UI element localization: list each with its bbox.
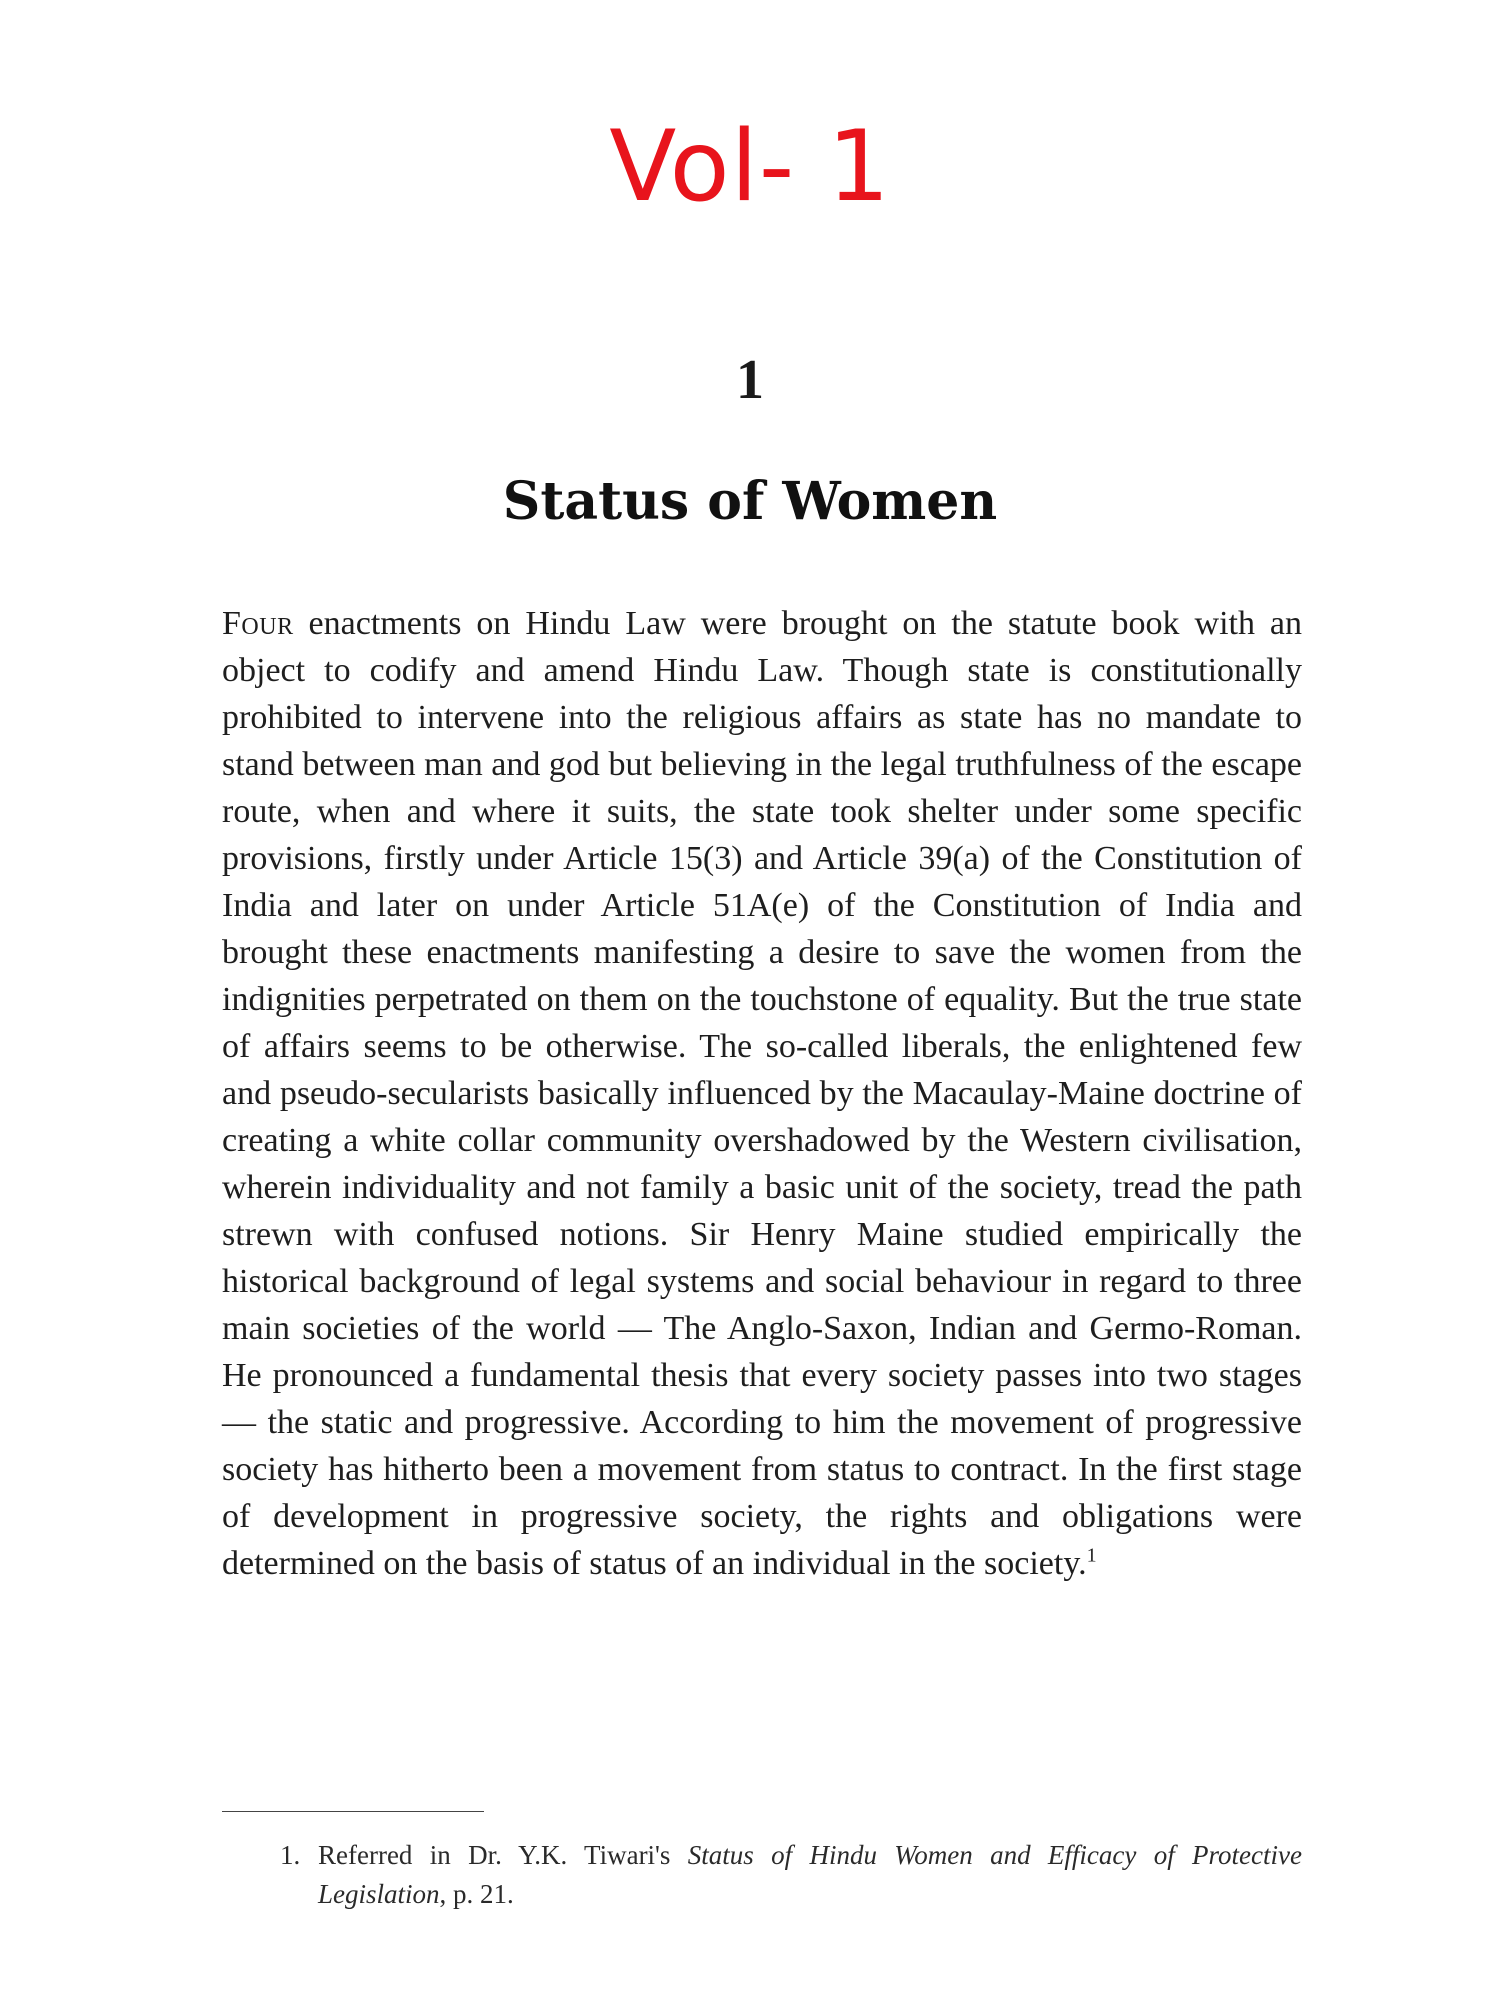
footnote-suffix: , p. 21. bbox=[439, 1879, 514, 1909]
chapter-title: Status of Women bbox=[502, 471, 998, 532]
volume-label: Vol- 1 bbox=[609, 110, 891, 224]
body-paragraph bbox=[222, 600, 1302, 1587]
footnote-book-title: Status of Hindu Women and Efficacy of Protective Legislation bbox=[318, 1840, 1302, 1909]
footnote bbox=[280, 1836, 1302, 1914]
footnote-divider bbox=[222, 1811, 484, 1812]
footnote-prefix: Referred in Dr. Y.K. Tiwari's bbox=[318, 1840, 688, 1870]
footnote-number: 1. bbox=[280, 1840, 301, 1870]
chapter-number: 1 bbox=[736, 349, 764, 411]
paragraph-text: enactments on Hindu Law were brought on the statute book with an object to codify and amend Hindu Law. Though state is constitutionally prohibited to intervene into the religious affairs as state has no mandate to stand between man and god but believing in the legal truthfulness of the escape route, when and where it suits, the state took shelter under some specific provisions, firstly under Article 15(3) and Article 39(a) of the Constitution of India and later on under Article 51A(e) of the Constitution of India and brought these enactments manifesting a desire to save the women from the indignities perpetrated on them on the touchstone of equality. But the true state of affairs seems to be otherwise. The so-called liberals, the enlightened few and pseudo-secularists basically influenced by the Macaulay-Maine doctrine of creating a white collar community overshadowed by the Western civilisation, wherein individuality and not family a basic unit of the society, tread the path strewn with confused notions. Sir Henry Maine studied empirically the historical background of legal systems and social behaviour in regard to three main societies of the world — The Anglo-Saxon, Indian and Germo-Roman. He pronounced a fundamental thesis that every society passes into two stages — the static and progressive. According to him the movement of progressive society has hitherto been a movement from status to contract. In the first stage of development in progressive society, the rights and obligations were determined on the basis of status of an individual in the society. bbox=[222, 605, 1302, 1582]
footnote-reference: 1 bbox=[1086, 1544, 1097, 1567]
paragraph-lead-word: Four bbox=[222, 605, 294, 642]
